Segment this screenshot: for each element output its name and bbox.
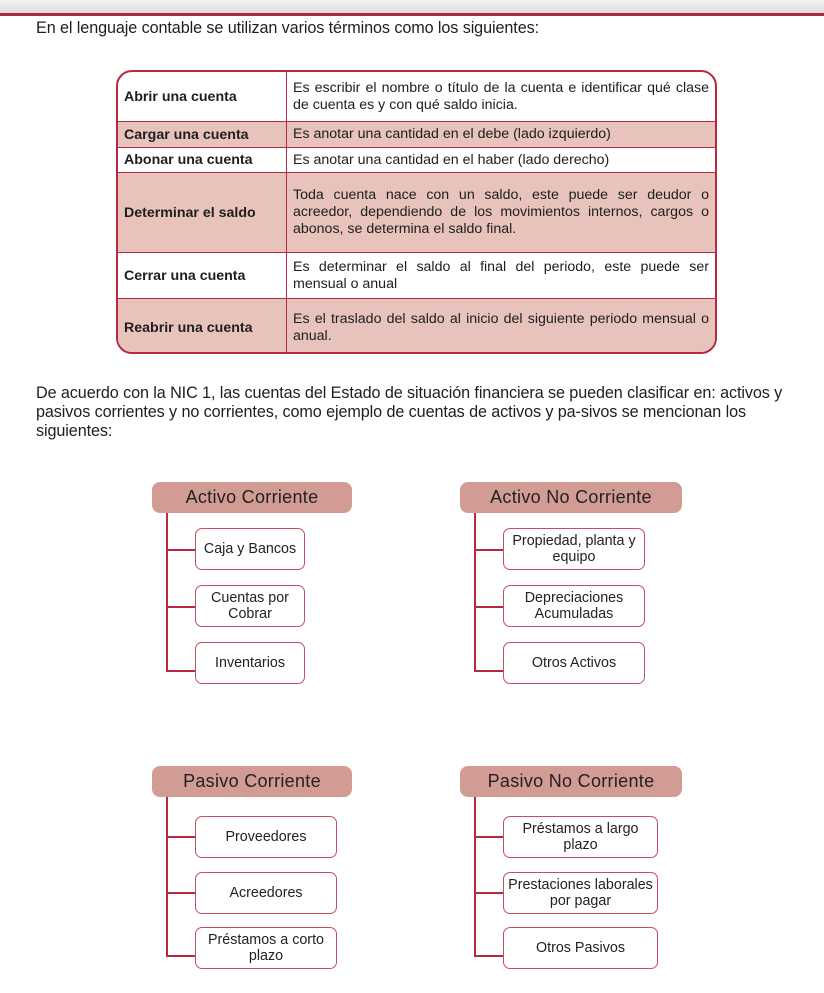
definition-cell: Es el traslado del saldo al inicio del siguiente periodo mensual o anual. (293, 310, 709, 344)
tree-connector (166, 836, 195, 838)
definition-cell: Es anotar una cantidad en el debe (lado izquierdo) (293, 126, 611, 142)
tree-item: Caja y Bancos (195, 528, 305, 570)
tree-connector (166, 797, 168, 957)
definition-cell: Toda cuenta nace con un saldo, este puede ser deudor o acreedor, dependiendo de los movimientos internos, cargos o abonos, se determina el saldo final. (293, 187, 709, 237)
table-row (118, 72, 715, 121)
tree-connector (166, 892, 195, 894)
tree-connector (166, 670, 195, 672)
term-cell: Abrir una cuenta (118, 72, 287, 121)
tree-connector (166, 549, 195, 551)
header-accent-line (0, 13, 824, 16)
tree-header: Pasivo Corriente (152, 766, 352, 797)
tree-connector (474, 836, 503, 838)
tree-connector (474, 670, 503, 672)
tree-connector (474, 606, 503, 608)
tree-item: Inventarios (195, 642, 305, 684)
table-row (118, 252, 715, 298)
tree-connector (474, 549, 503, 551)
tree-item: Proveedores (195, 816, 337, 858)
term-cell: Determinar el saldo (118, 173, 287, 252)
term-cell: Cerrar una cuenta (118, 253, 287, 298)
tree-connector (474, 892, 503, 894)
definition-cell: Es determinar el saldo al final del periodo, este puede ser mensual o anual (293, 258, 709, 292)
definition-cell: Es escribir el nombre o título de la cuenta e identificar qué clase de cuenta es y con qué saldo inicia. (293, 79, 709, 113)
nic-paragraph: De acuerdo con la NIC 1, las cuentas del Estado de situación financiera se pueden clasificar en: activos y pasivos corrientes y no corrientes, como ejemplo de cuentas de activos y pa-sivos se mencionan los siguientes: (36, 384, 783, 440)
tree-item: Otros Pasivos (503, 927, 658, 969)
term-cell: Cargar una cuenta (118, 122, 287, 147)
tree-item: Cuentas por Cobrar (195, 585, 305, 627)
tree-item: Préstamos a largo plazo (503, 816, 658, 858)
term-cell: Abonar una cuenta (118, 148, 287, 172)
tree-connector (474, 955, 503, 957)
table-row (118, 172, 715, 252)
table-row (118, 121, 715, 147)
tree-connector (474, 513, 476, 672)
tree-item: Otros Activos (503, 642, 645, 684)
definition-cell: Es anotar una cantidad en el haber (lado derecho) (293, 151, 610, 168)
intro-paragraph: En el lenguaje contable se utilizan varios términos como los siguientes: (36, 19, 539, 37)
tree-item: Préstamos a corto plazo (195, 927, 337, 969)
tree-connector (166, 955, 195, 957)
tree-header: Activo Corriente (152, 482, 352, 513)
tree-item: Depreciaciones Acumuladas (503, 585, 645, 627)
tree-item: Prestaciones laborales por pagar (503, 872, 658, 914)
tree-item: Acreedores (195, 872, 337, 914)
table-row (118, 298, 715, 354)
tree-item: Propiedad, planta y equipo (503, 528, 645, 570)
term-cell: Reabrir una cuenta (118, 299, 287, 354)
table-row (118, 147, 715, 172)
tree-connector (166, 513, 168, 672)
tree-header: Activo No Corriente (460, 482, 682, 513)
tree-header: Pasivo No Corriente (460, 766, 682, 797)
top-header-bar (0, 0, 824, 13)
tree-connector (166, 606, 195, 608)
tree-connector (474, 797, 476, 957)
terms-table (116, 70, 717, 354)
